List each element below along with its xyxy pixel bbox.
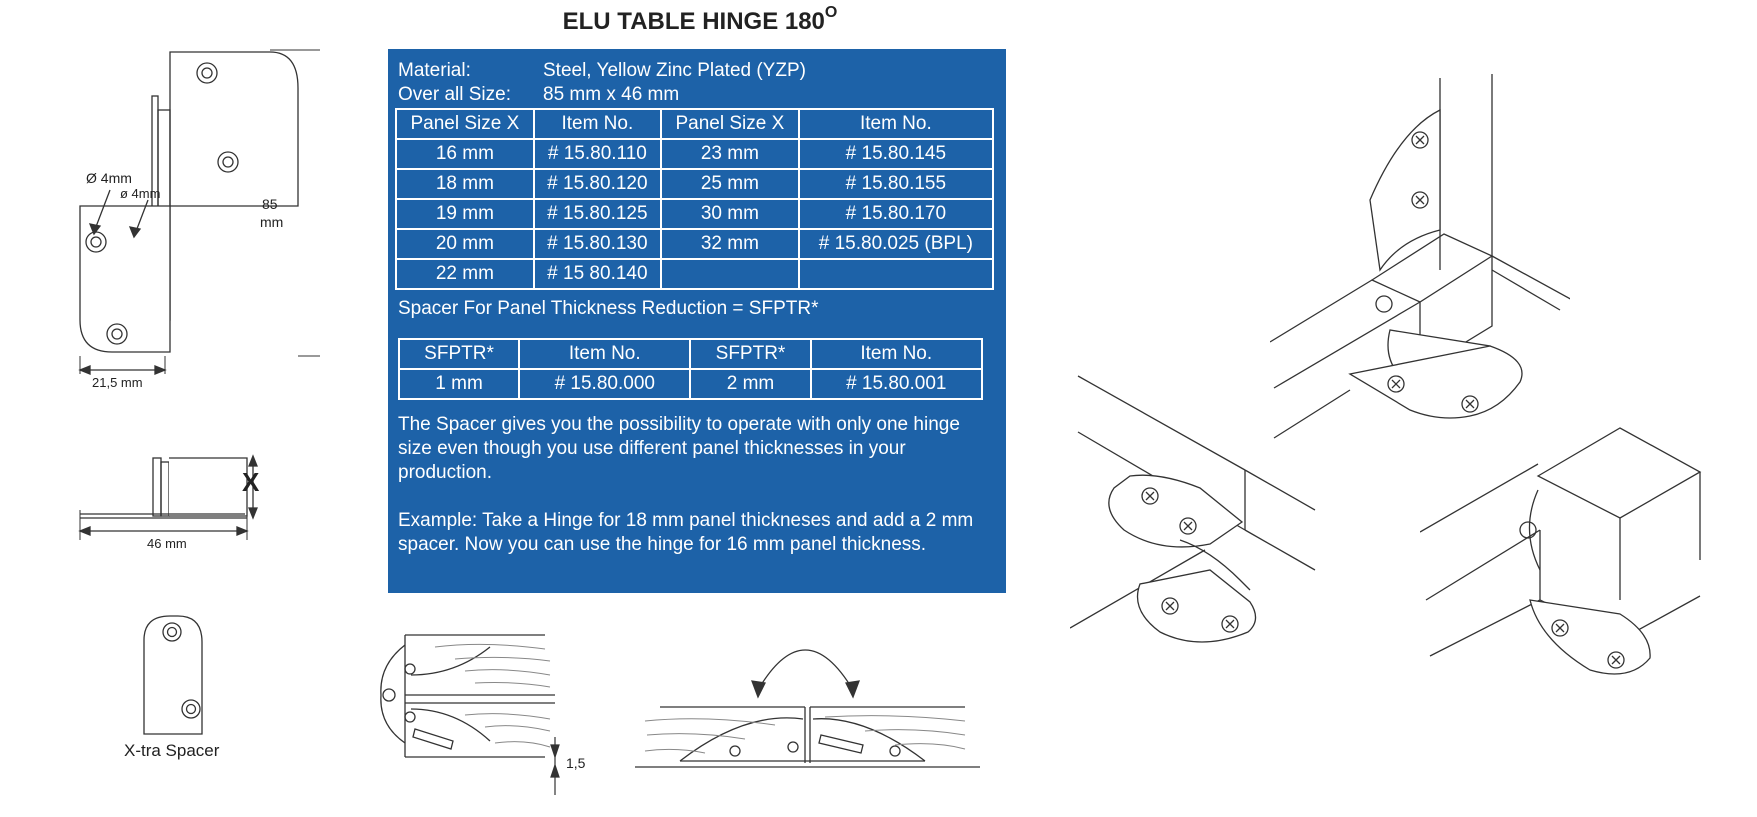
size-label: Over all Size: xyxy=(398,84,511,105)
table-cell: # 15.80.001 xyxy=(811,369,982,399)
hole-diameter-label-2: ø 4mm xyxy=(120,186,161,201)
spec-panel xyxy=(388,49,1006,593)
header-cell: Item No. xyxy=(519,339,690,369)
table-header-row xyxy=(399,339,982,369)
table-cell: 20 mm xyxy=(396,229,534,259)
height-dimension-unit: mm xyxy=(260,214,284,230)
header-cell: Panel Size X xyxy=(661,109,799,139)
spacer-caption: X-tra Spacer xyxy=(124,741,220,760)
offset-dimension-label: 1,5 xyxy=(566,755,586,771)
header-cell: SFPTR* xyxy=(399,339,519,369)
header-cell: Item No. xyxy=(534,109,661,139)
table-cell xyxy=(799,259,993,289)
hole-diameter-label: Ø 4mm xyxy=(86,170,132,186)
spacer-table xyxy=(398,338,983,400)
material-row xyxy=(398,59,806,83)
material-value: Steel, Yellow Zinc Plated (YZP) xyxy=(543,60,806,81)
table-cell: # 15.80.130 xyxy=(534,229,661,259)
table-cell: 23 mm xyxy=(661,139,799,169)
hinge-section-drawing-open xyxy=(625,635,990,775)
header-cell: Item No. xyxy=(799,109,993,139)
material-label: Material: xyxy=(398,60,471,81)
panel-size-table xyxy=(395,108,994,290)
table-row xyxy=(396,169,993,199)
table-cell: 19 mm xyxy=(396,199,534,229)
table-cell: 2 mm xyxy=(690,369,810,399)
table-row xyxy=(396,229,993,259)
table-cell: 16 mm xyxy=(396,139,534,169)
table-header-row xyxy=(396,109,993,139)
table-row xyxy=(396,199,993,229)
page-title: ELU TABLE HINGE $180^O$ xyxy=(562,4,838,35)
table-row xyxy=(396,259,993,289)
header-cell: Item No. xyxy=(811,339,982,369)
table-cell: # 15.80.170 xyxy=(799,199,993,229)
isometric-mount-drawing-3 xyxy=(1420,420,1720,690)
height-dimension-label: 85 xyxy=(262,196,278,212)
table-cell: 25 mm xyxy=(661,169,799,199)
header-cell: Panel Size X xyxy=(396,109,534,139)
table-cell: # 15.80.145 xyxy=(799,139,993,169)
table-cell: # 15.80.155 xyxy=(799,169,993,199)
size-row xyxy=(398,83,679,107)
table-cell: # 15.80.125 xyxy=(534,199,661,229)
size-value: 85 mm x 46 mm xyxy=(543,84,680,105)
table-cell xyxy=(661,259,799,289)
table-cell: 18 mm xyxy=(396,169,534,199)
width-dimension-label: 21,5 mm xyxy=(92,375,143,390)
spacer-example: Example: Take a Hinge for 18 mm panel thickneses and add a 2 mm spacer. Now you can use the hinge for 16 mm panel thickness. xyxy=(398,510,974,555)
table-cell: # 15.80.000 xyxy=(519,369,690,399)
table-row xyxy=(396,139,993,169)
table-cell: 32 mm xyxy=(661,229,799,259)
header-cell: SFPTR* xyxy=(690,339,810,369)
table-cell: # 15.80.110 xyxy=(534,139,661,169)
x-dimension-label: X xyxy=(242,467,260,497)
table-cell: # 15.80.025 (BPL) xyxy=(799,229,993,259)
overall-width-label: 46 mm xyxy=(147,536,187,551)
spacer-heading: Spacer For Panel Thickness Reduction = SFPTR* xyxy=(398,298,819,319)
spacer-description: The Spacer gives you the possibility to operate with only one hinge size even though you use different panel thicknesses in your production. xyxy=(398,414,960,483)
isometric-mount-drawing-2 xyxy=(1070,370,1330,670)
table-cell: 1 mm xyxy=(399,369,519,399)
table-row xyxy=(399,369,982,399)
table-cell: 22 mm xyxy=(396,259,534,289)
table-cell: # 15 80.140 xyxy=(534,259,661,289)
hinge-section-drawing-closed xyxy=(375,625,600,805)
table-cell: # 15.80.120 xyxy=(534,169,661,199)
xtra-spacer-drawing xyxy=(136,612,211,740)
table-cell: 30 mm xyxy=(661,199,799,229)
